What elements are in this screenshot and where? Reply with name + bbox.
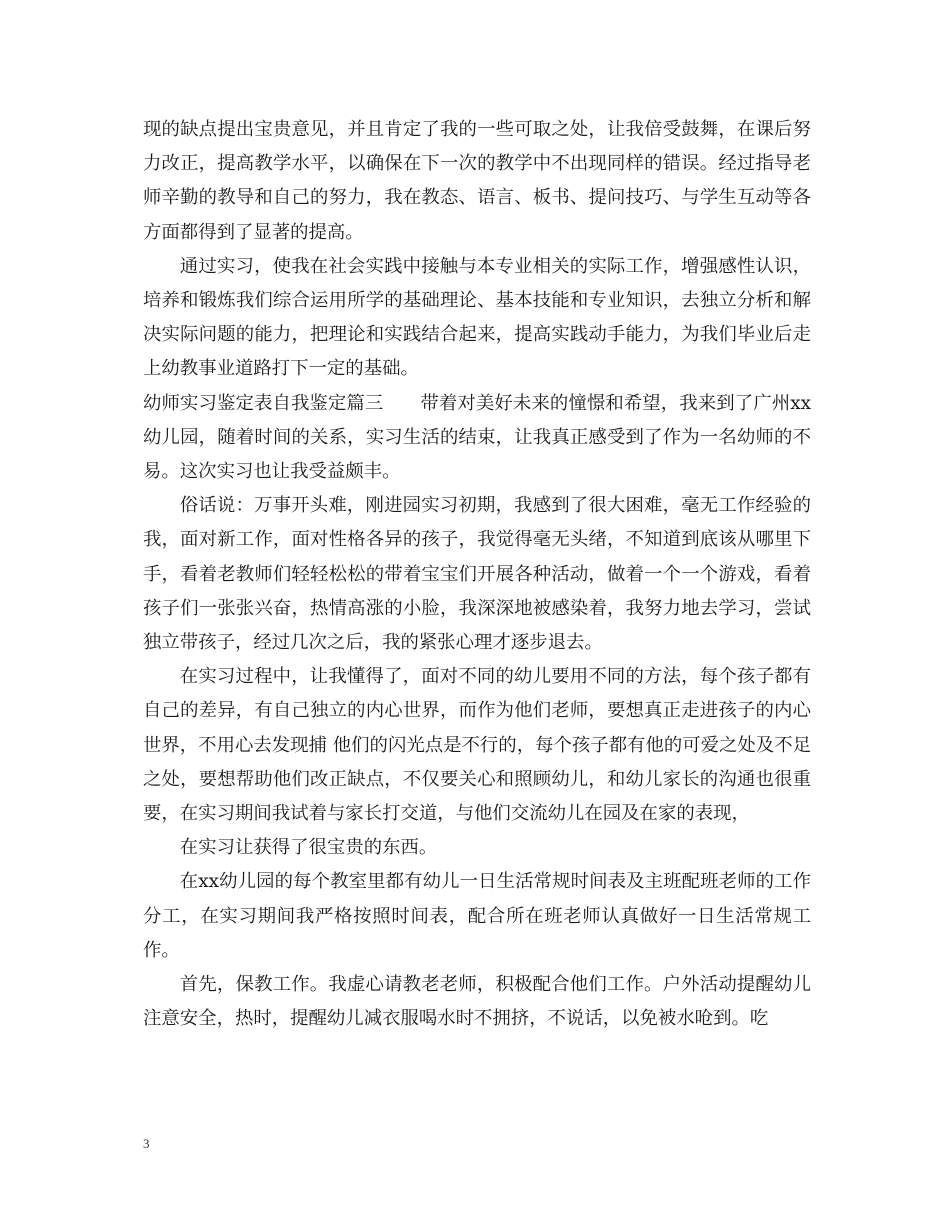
paragraph: 俗话说：万事开头难，刚进园实习初期，我感到了很大困难，毫无工作经验的我，面对新工作，面对性格各异的孩子，我觉得毫无头绪，不知道到底该从哪里下手，看着老教师们轻轻松松的带着宝宝们开展各种活动，做着一个一个游戏，看着孩子们一张张兴奋，热情高涨的小脸，我深深地被感染着，我努力地去学习，尝试独立带孩子，经过几次之后，我的紧张心理才逐步退去。 xyxy=(143,495,811,654)
page-number: 3 xyxy=(143,1136,150,1151)
paragraph: 在实习让获得了很宝贵的东西。 xyxy=(179,837,438,859)
body-text xyxy=(143,113,811,1036)
paragraph: 通过实习，使我在社会实践中接触与本专业相关的实际工作，增强感性认识，培养和锻炼我们综合运用所学的基础理论、基本技能和专业知识，去独立分析和解决实际问题的能力，把理论和实践结合起来，提高实践动手能力，为我们毕业后走上幼教事业道路打下一定的基础。 xyxy=(143,255,811,380)
paragraph: 在xx幼儿园的每个教室里都有幼儿一日生活常规时间表及主班配班老师的工作分工，在实习期间我严格按照时间表，配合所在班老师认真做好一日生活常规工作。 xyxy=(143,871,811,961)
paragraph-continued: 现的缺点提出宝贵意见，并且肯定了我的一些可取之处，让我倍受鼓舞，在课后努力改正，提高教学水平，以确保在下一次的教学中不出现同样的错误。经过指导老师辛勤的教导和自己的努力，我在教态、语言、板书、提问技巧、与学生互动等各方面都得到了显著的提高。 xyxy=(143,119,811,243)
section-heading-paragraph: 幼师实习鉴定表自我鉴定篇三 带着对美好未来的憧憬和希望，我来到了广州xx幼儿园，随着时间的关系，实习生活的结束，让我真正感受到了作为一名幼师的不易。这次实习也让我受益颇丰。 xyxy=(143,392,811,483)
paragraph: 首先，保教工作。我虚心请教老老师，积极配合他们工作。户外活动提醒幼儿注意安全，热时，提醒幼儿减衣服喝水时不拥挤，不说话，以免被水呛到。吃 xyxy=(143,974,811,1030)
paragraph: 在实习过程中，让我懂得了，面对不同的幼儿要用不同的方法，每个孩子都有自己的差异，有自己独立的内心世界，而作为他们老师，要想真正走进孩子的内心世界，不用心去发现捕 他们的闪光点是不行的，每个孩子都有他的可爱之处及不足之处，要想帮助他们改正缺点，不仅要关心和照顾幼儿，和幼儿家长的沟通也很重要，在实习期间我试着与家长打交道，与他们交流幼儿在园及在家的表现， xyxy=(143,666,811,825)
